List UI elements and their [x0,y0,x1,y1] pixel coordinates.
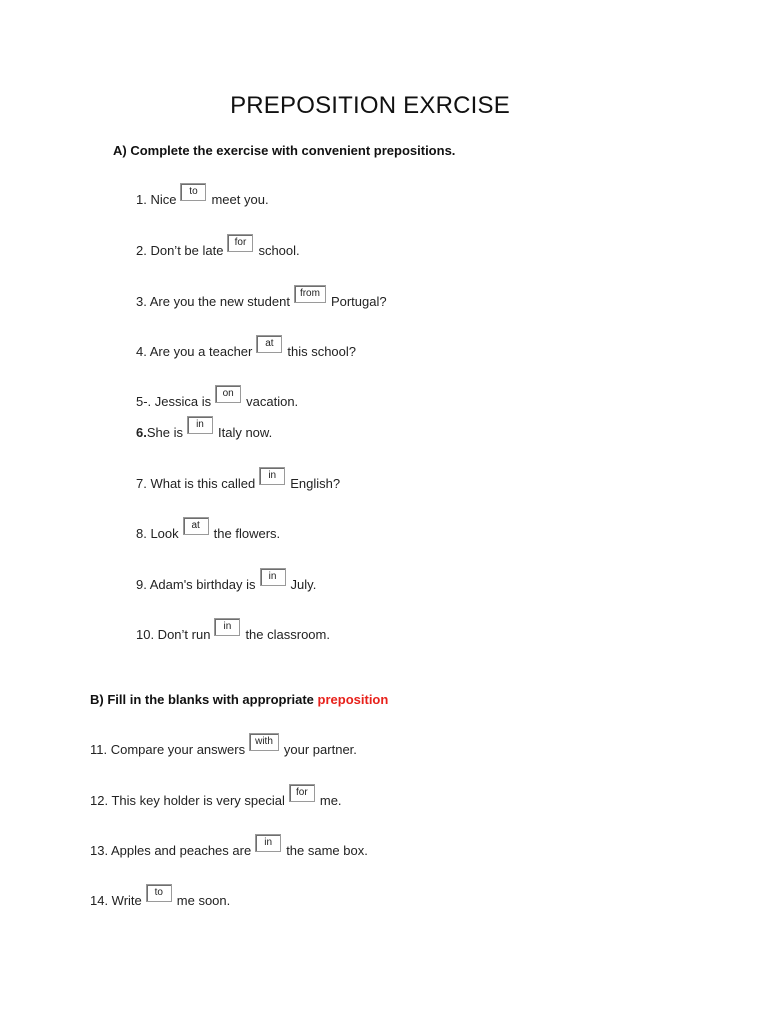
item-text-after: me soon. [176,893,231,908]
item-text-after: this school? [287,344,357,359]
section-b-heading-text: B) Fill in the blanks with appropriate [90,692,318,707]
section-b-heading [90,692,388,707]
item-text-after: meet you. [211,192,269,207]
answer-blank[interactable]: at [256,335,282,353]
answer-blank[interactable]: to [146,884,172,902]
answer-blank[interactable]: with [249,733,279,751]
exercise-item-6 [136,419,273,444]
answer-blank[interactable]: in [187,416,213,434]
item-text-before: 5-. Jessica is [136,394,212,409]
exercise-item-4 [136,338,357,363]
item-text-before: 12. This key holder is very special [90,793,285,808]
item-text-before: 11. Compare your answers [90,742,246,757]
exercise-item-3 [136,288,387,313]
item-text-before: 2. Don’t be late [136,243,224,258]
item-number: 6. [136,425,147,440]
answer-blank[interactable]: in [255,834,281,852]
exercise-item-2 [136,237,300,262]
page-title: PREPOSITION EXRCISE [230,92,510,119]
answer-blank[interactable]: from [294,285,326,303]
item-text-before: 10. Don’t run [136,627,211,642]
answer-blank[interactable]: in [214,618,240,636]
section-b-heading-accent: preposition [317,692,389,707]
item-text-before: 1. Nice [136,192,177,207]
item-text-after: me. [319,793,342,808]
answer-blank[interactable]: on [215,385,241,403]
answer-blank[interactable]: at [183,517,209,535]
item-text-before: 3. Are you the new student [136,294,290,309]
item-text-before: 7. What is this called [136,476,256,491]
answer-blank[interactable]: for [227,234,253,252]
item-text-before: 13. Apples and peaches are [90,843,252,858]
item-text-after: school. [258,243,300,258]
item-text-after: vacation. [246,394,299,409]
item-text-after: the flowers. [213,526,281,541]
exercise-item-8 [136,520,281,545]
exercise-item-5 [136,388,299,413]
item-text-before: She is [146,425,183,440]
exercise-item-7 [136,470,341,495]
item-text-after: the same box. [286,843,368,858]
section-a-heading: A) Complete the exercise with convenient prepositions. [113,143,456,158]
exercise-item-12 [90,787,342,812]
exercise-item-10 [136,621,330,646]
answer-blank[interactable]: in [259,467,285,485]
exercise-item-11 [90,736,357,761]
exercise-item-1 [136,186,269,211]
exercise-item-9 [136,571,317,596]
answer-blank[interactable]: for [289,784,315,802]
item-text-after: the classroom. [245,627,330,642]
exercise-item-13 [90,837,368,862]
answer-blank[interactable]: to [180,183,206,201]
item-text-after: Italy now. [217,425,273,440]
item-text-before: 9. Adam's birthday is [136,577,256,592]
item-text-after: English? [290,476,341,491]
answer-blank[interactable]: in [260,568,286,586]
item-text-before: 4. Are you a teacher [136,344,253,359]
item-text-before: 14. Write [90,893,142,908]
exercise-item-14 [90,887,231,912]
item-text-after: Portugal? [330,294,387,309]
item-text-after: July. [290,577,317,592]
item-text-before: 8. Look [136,526,179,541]
item-text-after: your partner. [283,742,357,757]
